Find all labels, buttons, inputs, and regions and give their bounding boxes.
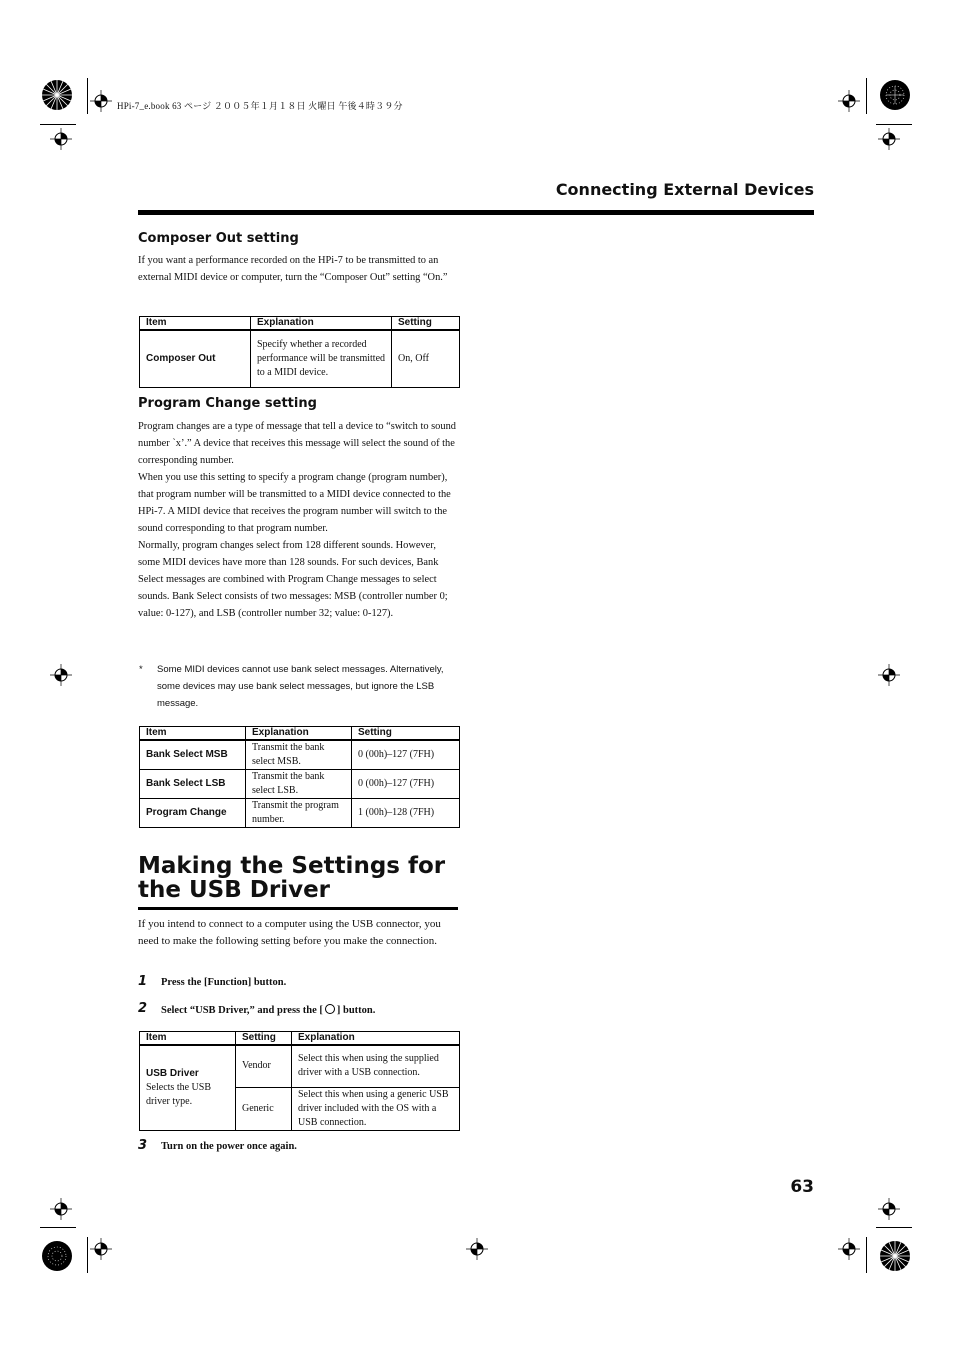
registration-target-icon xyxy=(40,1239,74,1273)
item-cell xyxy=(140,1045,236,1130)
explanation-cell: Select this when using the supplied driver with a USB connection. xyxy=(292,1045,460,1087)
column-header: Item xyxy=(140,727,246,741)
crosshair-icon xyxy=(838,1238,860,1260)
column-header: Setting xyxy=(352,727,460,741)
paragraph: Program changes are a type of message that tell a device to “switch to sound number `x’.” A device that receives this message will select the sound of the corresponding number. xyxy=(138,421,456,466)
item-name: USB Driver xyxy=(146,1067,199,1079)
step-text-part: Select “USB Driver,” and press the [ xyxy=(161,1005,323,1016)
item-cell: Composer Out xyxy=(140,330,251,387)
setting-cell: 1 (00h)–128 (7FH) xyxy=(352,799,460,828)
crosshair-icon xyxy=(90,90,112,112)
table-row xyxy=(140,740,460,770)
setting-cell: Vendor xyxy=(236,1045,292,1087)
registration-target-icon xyxy=(878,1239,912,1273)
step-text: Press the [Function] button. xyxy=(161,977,287,988)
crosshair-icon xyxy=(50,128,72,150)
step-text-part: ] button. xyxy=(336,1005,376,1016)
column-header: Item xyxy=(140,1032,236,1046)
usb-section-title: Making the Settings for the USB Driver xyxy=(138,853,446,903)
circle-button-icon xyxy=(325,1004,335,1014)
table-header-row xyxy=(140,317,460,331)
usb-intro-paragraph xyxy=(138,916,460,950)
registration-target-icon xyxy=(878,78,912,112)
crosshair-icon xyxy=(466,1238,488,1260)
column-header: Explanation xyxy=(246,727,352,741)
column-header: Explanation xyxy=(292,1032,460,1046)
page-number: 63 xyxy=(790,1177,814,1197)
item-cell: Program Change xyxy=(140,799,246,828)
note-marker: * xyxy=(139,664,143,675)
explanation-cell: Specify whether a recorded performance will be transmitted to a MIDI device. xyxy=(251,330,392,387)
program-change-body xyxy=(138,418,460,622)
explanation-cell: Transmit the bank select LSB. xyxy=(246,770,352,799)
paragraph: If you intend to connect to a computer using the USB connector, you need to make the following setting before you make the connection. xyxy=(138,918,441,947)
table-row xyxy=(140,770,460,799)
explanation-cell: Transmit the program number. xyxy=(246,799,352,828)
composer-out-table xyxy=(139,316,460,388)
step-number: 2 xyxy=(138,1001,148,1016)
setting-cell: On, Off xyxy=(392,330,460,387)
table-row xyxy=(140,799,460,828)
column-header: Explanation xyxy=(251,317,392,331)
title-rule xyxy=(138,907,458,910)
program-change-heading: Program Change setting xyxy=(138,396,317,411)
usb-driver-table xyxy=(139,1031,460,1131)
paragraph: When you use this setting to specify a program change (program number), that program number will be transmitted to a MIDI device connected to the HPi-7. A MIDI device that receives the program number will switch to the sound corresponding to that program number. xyxy=(138,472,451,534)
explanation-cell: Select this when using a generic USB driver included with the OS with a USB connection. xyxy=(292,1087,460,1130)
table-row xyxy=(140,330,460,387)
step-text: Turn on the power once again. xyxy=(161,1141,297,1152)
crosshair-icon xyxy=(50,664,72,686)
composer-out-paragraph xyxy=(138,252,460,286)
composer-out-heading: Composer Out setting xyxy=(138,231,299,246)
registration-target-icon xyxy=(40,78,74,112)
crosshair-icon xyxy=(50,1198,72,1220)
program-change-table xyxy=(139,726,460,828)
table-header-row xyxy=(140,1032,460,1046)
item-cell: Bank Select MSB xyxy=(140,740,246,770)
print-job-info: HPi-7_e.book 63 ページ ２００５年１月１８日 火曜日 午後４時３９分 xyxy=(117,101,403,111)
paragraph: Normally, program changes select from 128 different sounds. However, some MIDI devices have more than 128 sounds. For such devices, Bank Select messages are combined with Program Change messages to select sounds. Bank Select consists of two messages: MSB (controller number 0; value: 0-127), and LSB (controller number 32; value: 0-127). xyxy=(138,540,448,619)
step-number: 1 xyxy=(138,974,148,989)
crosshair-icon xyxy=(878,1198,900,1220)
table-header-row xyxy=(140,727,460,741)
setting-cell: 0 (00h)–127 (7FH) xyxy=(352,770,460,799)
crosshair-icon xyxy=(878,128,900,150)
step-3 xyxy=(138,1138,468,1153)
item-description: Selects the USB driver type. xyxy=(146,1081,211,1107)
column-header: Setting xyxy=(236,1032,292,1046)
note-text: Some MIDI devices cannot use bank select messages. Alternatively, some devices may use bank select messages, but ignore the LSB message. xyxy=(157,664,444,709)
step-text xyxy=(161,1005,375,1016)
crosshair-icon xyxy=(838,90,860,112)
section-header: Connecting External Devices xyxy=(555,180,814,199)
step-2 xyxy=(138,1001,468,1016)
column-header: Item xyxy=(140,317,251,331)
step-number: 3 xyxy=(138,1138,148,1153)
item-cell: Bank Select LSB xyxy=(140,770,246,799)
column-header: Setting xyxy=(392,317,460,331)
setting-cell: Generic xyxy=(236,1087,292,1130)
step-1 xyxy=(138,974,468,989)
setting-cell: 0 (00h)–127 (7FH) xyxy=(352,740,460,770)
note xyxy=(139,661,469,712)
header-rule xyxy=(138,210,814,215)
crosshair-icon xyxy=(90,1238,112,1260)
explanation-cell: Transmit the bank select MSB. xyxy=(246,740,352,770)
table-row xyxy=(140,1045,460,1087)
crosshair-icon xyxy=(878,664,900,686)
paragraph: If you want a performance recorded on the HPi-7 to be transmitted to an external MIDI device or computer, turn the “Composer Out” setting “On.” xyxy=(138,255,448,283)
